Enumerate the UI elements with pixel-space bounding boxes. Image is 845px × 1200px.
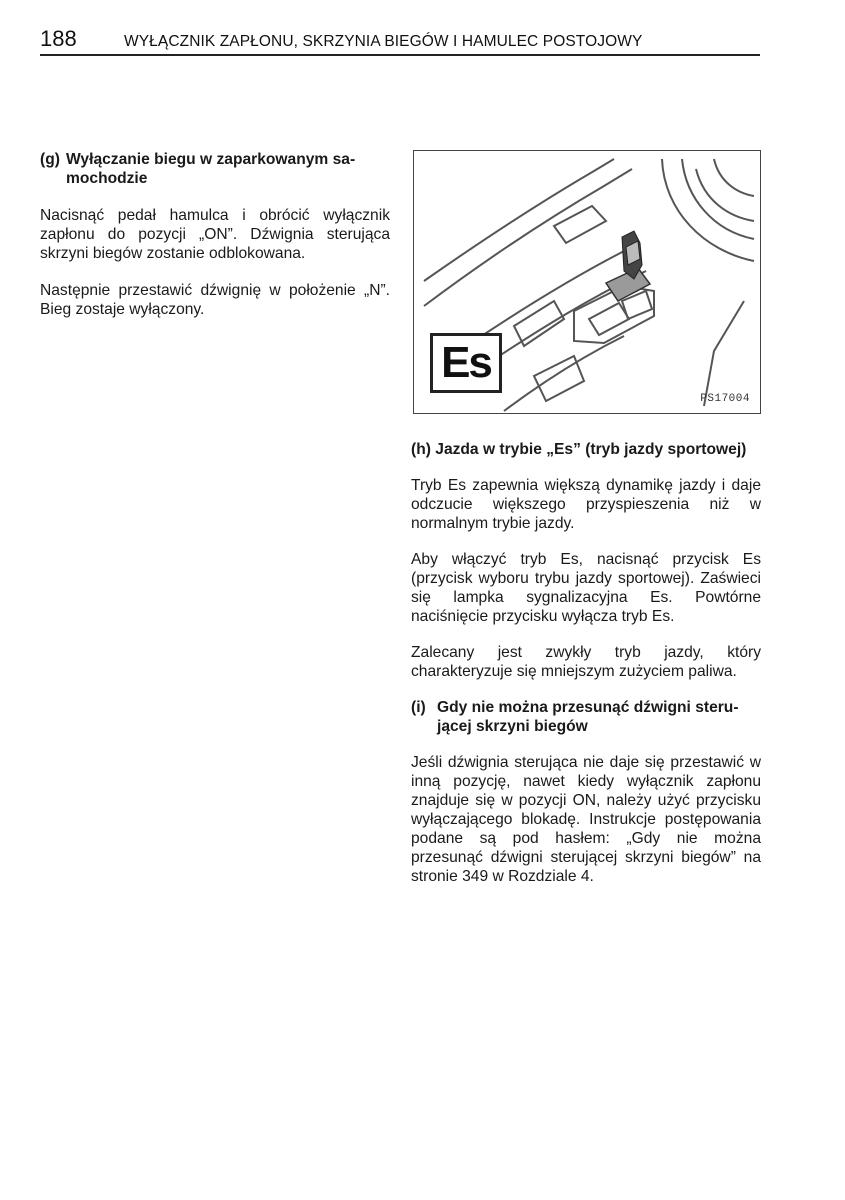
section-h-paragraph-2: Aby włączyć tryb Es, nacisnąć przycisk Es (przycisk wyboru trybu jazdy sportowej). Zaświeci się lampka sygnalizacyjna Es. Powtórne naciśnięcie przycisku wyłącza tryb Es. xyxy=(411,551,761,625)
right-column xyxy=(411,440,761,886)
section-i-paragraph-1: Jeśli dźwignia sterująca nie daje się przestawić w inną pozycję, nawet kiedy wyłącznik zapłonu znajduje się w pozycji ON, należy użyć przycisku wyłączającego blokadę. Instrukcje postępowania podane są pod hasłem: „Gdy nie można przesunąć dźwigni sterującej skrzyni biegów” na stronie 349 w Rozdziale 4. xyxy=(411,754,761,885)
page-header xyxy=(40,26,760,56)
section-g-paragraph-2: Następnie przestawić dźwignię w położenie „N”. Bieg zostaje wyłączony. xyxy=(40,282,390,318)
section-i-heading xyxy=(411,698,761,736)
left-column xyxy=(40,150,390,319)
es-button-illustration xyxy=(413,150,761,414)
section-h-heading xyxy=(411,440,761,459)
section-i-title-line1: Gdy nie można przesunąć dźwigni steru- xyxy=(437,699,739,716)
section-g-heading xyxy=(40,150,390,188)
section-g-label: (g) xyxy=(40,151,60,168)
section-i-title-line2: jącej skrzyni biegów xyxy=(437,718,588,735)
es-mode-badge: Es xyxy=(430,333,502,393)
section-i-label: (i) xyxy=(411,699,426,716)
section-h-paragraph-3: Zalecany jest zwykły tryb jazdy, który charakteryzuje się mniejszym zużyciem paliwa. xyxy=(411,644,761,680)
section-h-label: (h) xyxy=(411,441,431,458)
figure-code: PS17004 xyxy=(700,393,750,405)
section-h-title: Jazda w trybie „Es” (tryb jazdy sportowej) xyxy=(435,441,747,458)
section-g-paragraph-1: Nacisnąć pedał hamulca i obrócić wyłącznik zapłonu do pozycji „ON”. Dźwignia sterująca skrzyni biegów zostanie odblokowana. xyxy=(40,207,390,262)
section-h-paragraph-1: Tryb Es zapewnia większą dynamikę jazdy i daje odczucie większego przyspieszenia niż w normalnym trybie jazdy. xyxy=(411,477,761,532)
section-g-title-line1: Wyłączanie biegu w zaparkowanym sa- xyxy=(66,151,356,168)
section-g-title-line2: mochodzie xyxy=(66,170,148,187)
page-number: 188 xyxy=(40,26,77,51)
chapter-title: WYŁĄCZNIK ZAPŁONU, SKRZYNIA BIEGÓW I HAMULEC POSTOJOWY xyxy=(124,33,643,50)
